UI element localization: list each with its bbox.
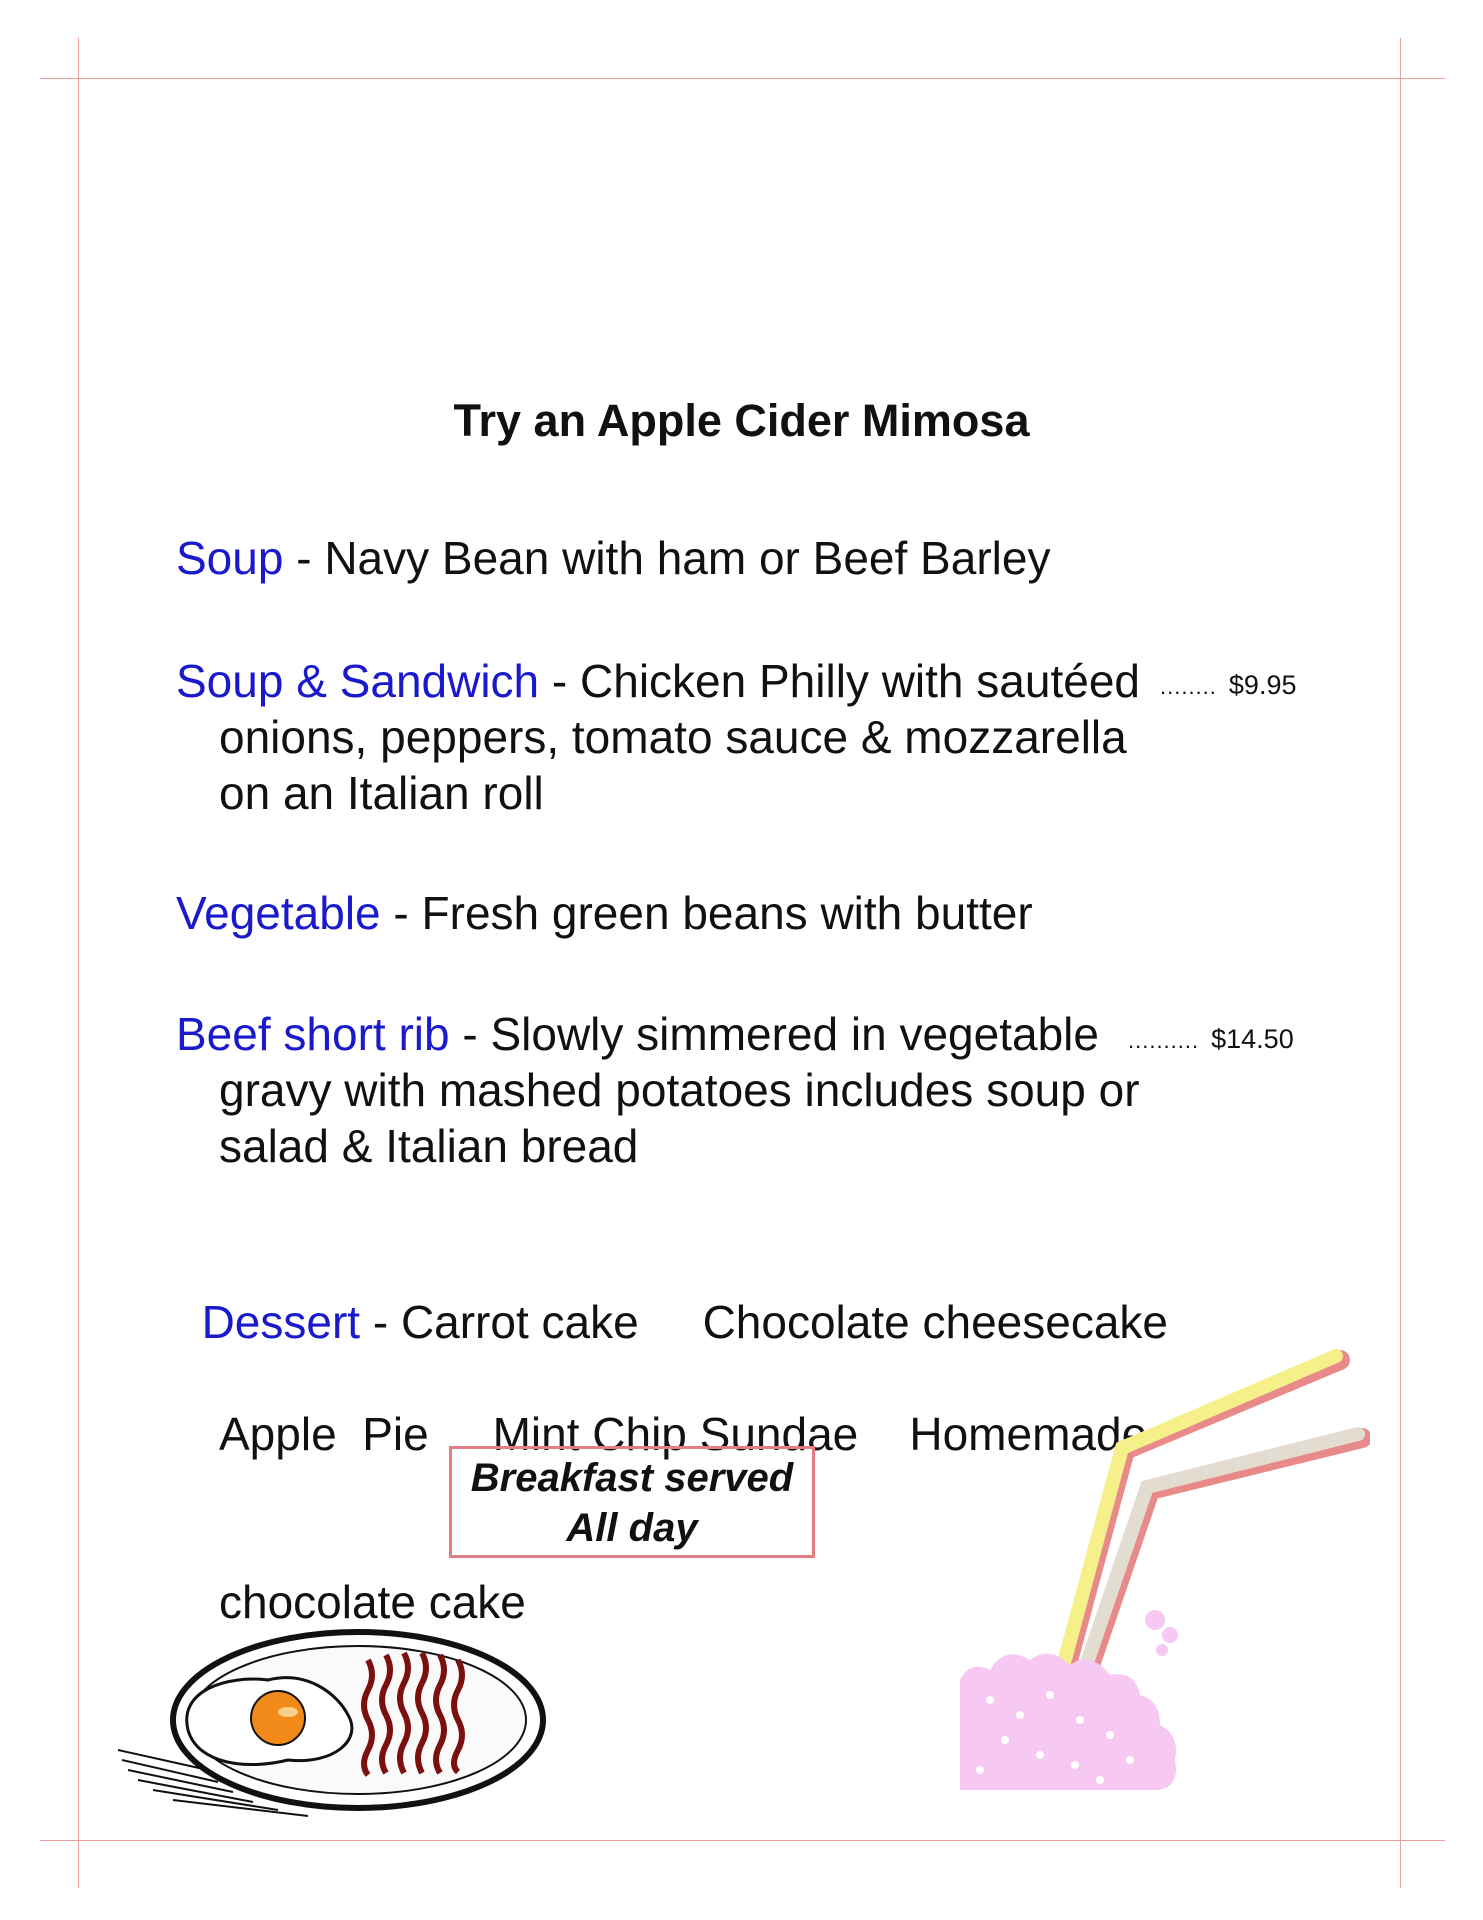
price-beef-short-rib xyxy=(1128,1024,1294,1055)
item-description: Chicken Philly with sautéed xyxy=(580,655,1140,707)
item-description: Slowly simmered in vegetable xyxy=(490,1008,1099,1060)
menu-item-beef-short-rib xyxy=(176,1006,1140,1174)
bottom-guide-line xyxy=(40,1840,1445,1841)
item-description-line: chocolate cake xyxy=(219,1576,526,1628)
separator: - xyxy=(449,1008,491,1060)
left-guide-line xyxy=(78,38,79,1888)
category-label: Dessert xyxy=(201,1296,361,1348)
item-description-line: on an Italian roll xyxy=(219,767,544,819)
item-description-line: salad & Italian bread xyxy=(219,1120,639,1172)
straw-glass-icon xyxy=(950,1340,1370,1820)
item-description-line: onions, peppers, tomato sauce & mozzarella xyxy=(219,711,1127,763)
item-description: Carrot cake Chocolate cheesecake xyxy=(400,1296,1169,1348)
breakfast-badge xyxy=(449,1446,815,1558)
badge-line-1: Breakfast served xyxy=(470,1456,794,1500)
price-value: $9.95 xyxy=(1228,670,1297,700)
leader-dots: ........ xyxy=(1160,674,1217,699)
separator: - xyxy=(283,532,325,584)
item-description-line: Apple Pie Mint Chip Sundae Homemade xyxy=(219,1408,1148,1460)
price-value: $14.50 xyxy=(1211,1024,1294,1054)
badge-line-2: All day xyxy=(566,1506,698,1550)
separator: - xyxy=(380,887,422,939)
item-description-line: gravy with mashed potatoes includes soup or xyxy=(219,1064,1140,1116)
menu-item-vegetable xyxy=(176,885,1033,941)
page-title: Try an Apple Cider Mimosa xyxy=(453,395,1030,446)
leader-dots: .......... xyxy=(1128,1028,1200,1053)
separator: - xyxy=(360,1296,401,1348)
menu-item-soup xyxy=(176,530,1050,586)
price-soup-sandwich xyxy=(1160,670,1296,701)
category-label: Soup xyxy=(176,532,284,584)
item-description: Navy Bean with ham or Beef Barley xyxy=(324,532,1051,584)
category-label: Beef short rib xyxy=(176,1008,450,1060)
separator: - xyxy=(539,655,581,707)
menu-item-soup-sandwich xyxy=(176,653,1140,821)
right-guide-line xyxy=(1400,38,1401,1888)
category-label: Soup & Sandwich xyxy=(176,655,540,707)
category-label: Vegetable xyxy=(176,887,381,939)
eggs-and-bacon-icon xyxy=(118,1620,548,1820)
item-description: Fresh green beans with butter xyxy=(421,887,1033,939)
top-guide-line xyxy=(40,78,1445,79)
